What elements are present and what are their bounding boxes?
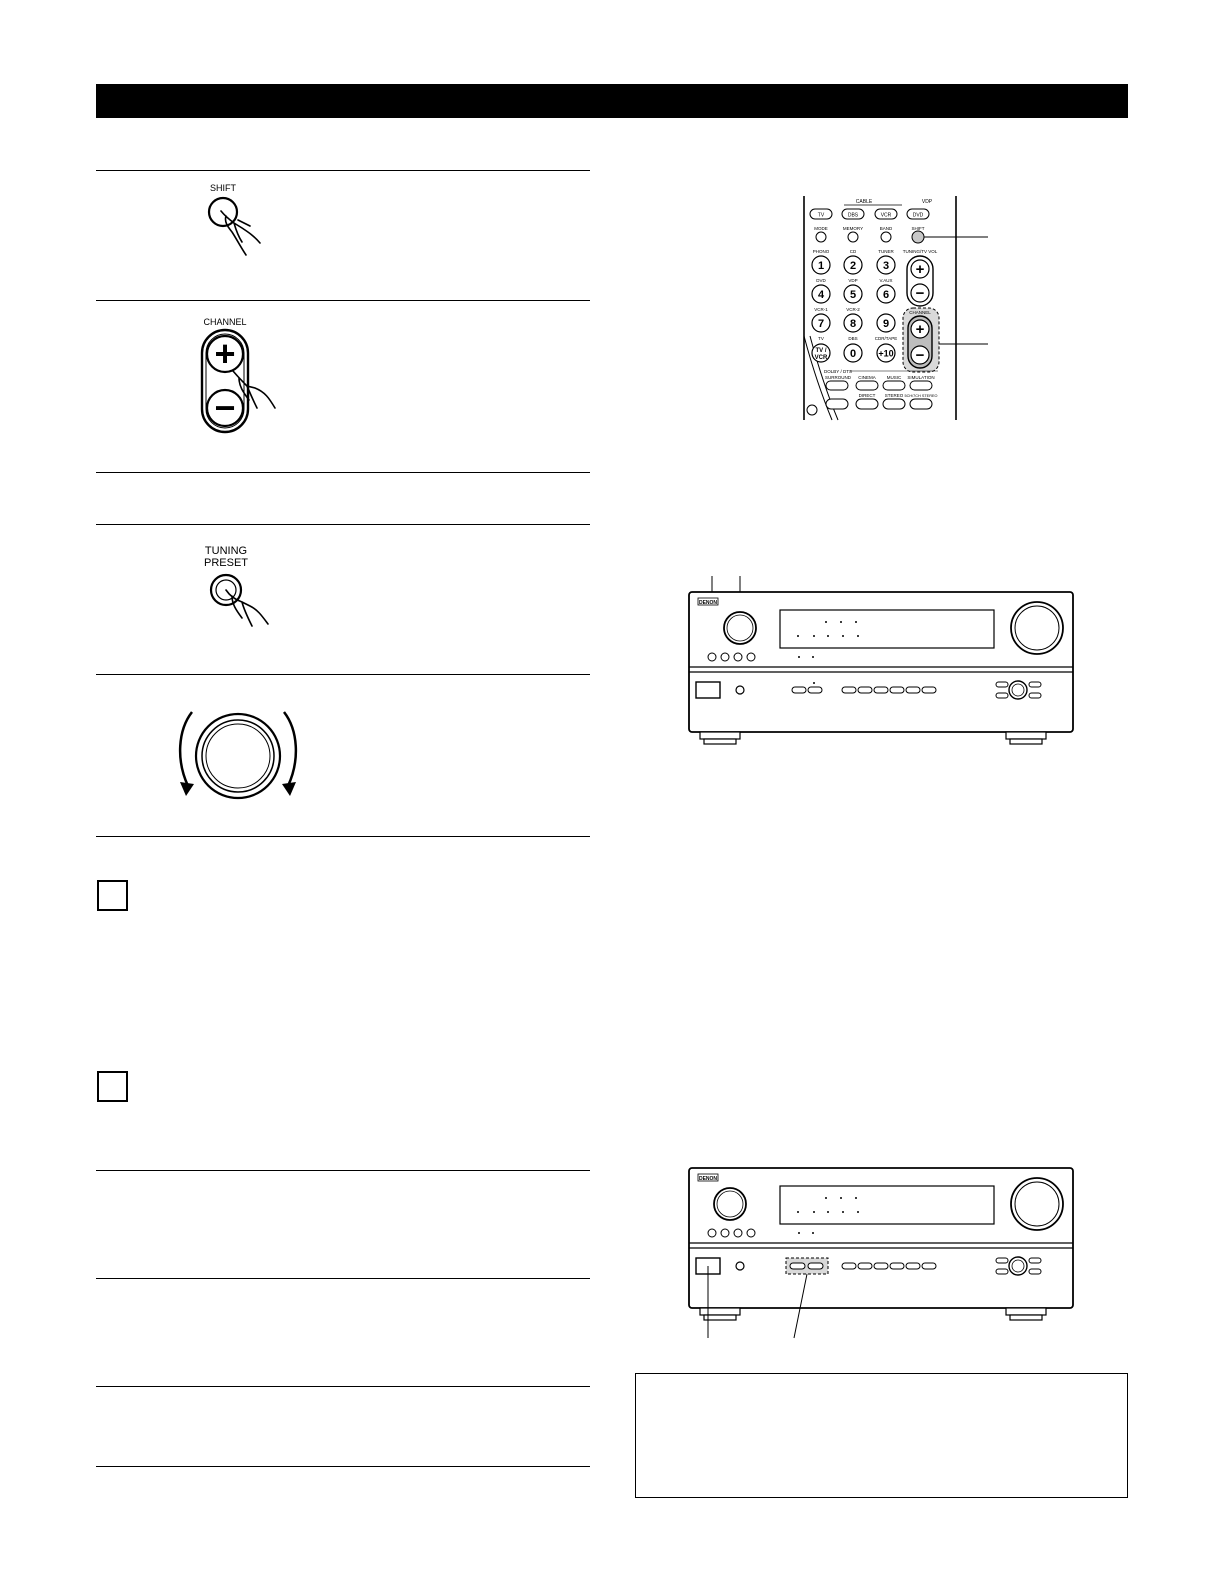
step-divider	[96, 674, 590, 675]
receiver-round-button[interactable]	[734, 653, 742, 661]
receiver-input-button[interactable]	[842, 687, 856, 693]
svg-text:MUSIC: MUSIC	[886, 375, 902, 380]
remote-digit-buttons	[812, 256, 897, 362]
receiver-display	[780, 610, 994, 648]
channel-button-illustration	[195, 316, 295, 436]
remote-surround-button[interactable]	[826, 381, 848, 390]
receiver-tuning-knob[interactable]	[724, 612, 756, 644]
svg-text:DENON: DENON	[698, 1175, 718, 1182]
svg-text:TV: TV	[817, 212, 825, 219]
receiver-headphone-jack	[736, 686, 744, 694]
svg-text:VCR-1: VCR-1	[814, 307, 828, 312]
svg-text:VCR: VCR	[814, 355, 828, 361]
svg-text:+: +	[915, 261, 925, 278]
remote-music-button[interactable]	[883, 381, 905, 390]
finger-icon	[226, 590, 268, 626]
svg-text:SHIFT: SHIFT	[911, 226, 925, 231]
svg-text:VDP: VDP	[848, 278, 858, 283]
svg-text:VCR-2: VCR-2	[846, 307, 860, 312]
tuning-knob[interactable]	[196, 714, 280, 798]
remote-direct-button[interactable]	[856, 399, 878, 409]
svg-text:1: 1	[817, 260, 825, 272]
step-divider	[96, 170, 590, 171]
finger-icon	[221, 211, 260, 255]
receiver-input-button[interactable]	[874, 687, 888, 693]
svg-text:0: 0	[849, 348, 857, 360]
remote-band-button[interactable]	[881, 232, 891, 242]
remote-shift-button[interactable]	[912, 231, 924, 243]
svg-text:+: +	[915, 321, 925, 338]
receiver-input-button[interactable]	[922, 1263, 936, 1269]
svg-text:MEMORY: MEMORY	[842, 226, 864, 231]
tuning-preset-illustration	[190, 544, 290, 634]
receiver-input-button[interactable]	[890, 687, 904, 693]
remote-memory-button[interactable]	[848, 232, 858, 242]
svg-text:CINEMA: CINEMA	[858, 375, 876, 380]
receiver-round-button[interactable]	[734, 1229, 742, 1237]
receiver-input-button[interactable]	[858, 1263, 872, 1269]
svg-text:−: −	[214, 387, 236, 428]
receiver-front-panel-illustration-2	[686, 1162, 1076, 1342]
svg-text:5CH/7CH STEREO: 5CH/7CH STEREO	[904, 394, 938, 398]
svg-text:−: −	[915, 285, 925, 302]
receiver-input-button[interactable]	[922, 687, 936, 693]
receiver-round-button[interactable]	[708, 1229, 716, 1237]
svg-text:VDP: VDP	[921, 199, 933, 205]
svg-text:SIMULATION: SIMULATION	[907, 375, 935, 380]
heading-number-box	[97, 1071, 128, 1102]
step-divider	[96, 300, 590, 301]
svg-text:TUNING/TV VOL: TUNING/TV VOL	[902, 249, 938, 254]
svg-text:6: 6	[882, 289, 890, 301]
svg-text:CDR/TAPE: CDR/TAPE	[874, 336, 898, 341]
receiver-round-button[interactable]	[708, 653, 716, 661]
svg-text:4: 4	[817, 289, 825, 301]
section-header-bar	[96, 84, 1128, 118]
receiver-round-button[interactable]	[747, 653, 755, 661]
remote-control-illustration	[790, 196, 1000, 432]
svg-text:PRESET: PRESET	[203, 557, 249, 569]
receiver-input-button[interactable]	[890, 1263, 904, 1269]
note-box	[635, 1373, 1128, 1498]
step-divider	[96, 472, 590, 473]
receiver-front-panel-illustration	[686, 572, 1076, 752]
receiver-round-button[interactable]	[721, 653, 729, 661]
svg-text:+10: +10	[878, 348, 894, 359]
remote-mode-button[interactable]	[816, 232, 826, 242]
svg-text:CHANNEL: CHANNEL	[909, 310, 931, 315]
receiver-input-button[interactable]	[906, 1263, 920, 1269]
svg-text:8: 8	[849, 318, 857, 330]
svg-text:STEREO: STEREO	[884, 393, 904, 398]
remote-source-buttons	[810, 209, 929, 219]
rotate-right-arrow-icon	[284, 712, 296, 786]
step-divider	[96, 1170, 590, 1171]
receiver-input-button[interactable]	[906, 687, 920, 693]
svg-text:9: 9	[882, 318, 890, 330]
receiver-power-button[interactable]	[696, 682, 720, 698]
svg-text:2: 2	[849, 260, 857, 272]
svg-text:DVD: DVD	[912, 212, 924, 219]
receiver-small-button[interactable]	[790, 1263, 805, 1269]
rotate-left-arrow-icon	[180, 712, 192, 786]
svg-text:DIRECT: DIRECT	[858, 393, 876, 398]
step-divider	[96, 836, 590, 837]
receiver-headphone-jack	[736, 1262, 744, 1270]
tuning-knob-illustration	[168, 698, 308, 818]
svg-text:SURROUND: SURROUND	[824, 375, 852, 380]
receiver-volume-knob[interactable]	[1011, 1178, 1063, 1230]
svg-text:VCR: VCR	[880, 212, 892, 219]
svg-text:DVD: DVD	[816, 278, 826, 283]
receiver-small-button[interactable]	[808, 687, 822, 693]
receiver-input-button[interactable]	[874, 1263, 888, 1269]
svg-text:DENON: DENON	[698, 599, 718, 606]
svg-text:CABLE: CABLE	[855, 199, 873, 205]
receiver-tuning-knob[interactable]	[714, 1188, 746, 1220]
receiver-round-button[interactable]	[747, 1229, 755, 1237]
receiver-input-button[interactable]	[858, 687, 872, 693]
step-divider	[96, 1386, 590, 1387]
receiver-volume-knob[interactable]	[1011, 602, 1063, 654]
svg-text:BAND: BAND	[879, 226, 893, 231]
step-divider	[96, 524, 590, 525]
channel-label: CHANNEL	[203, 317, 247, 327]
svg-text:3: 3	[882, 260, 890, 272]
remote-simulation-button[interactable]	[910, 381, 932, 390]
receiver-small-button[interactable]	[808, 1263, 823, 1269]
svg-text:DBS: DBS	[848, 336, 858, 341]
svg-text:MODE: MODE	[814, 226, 828, 231]
svg-text:7: 7	[817, 318, 825, 330]
svg-text:DOLBY / DTS: DOLBY / DTS	[824, 369, 852, 374]
svg-text:PHONO: PHONO	[812, 249, 830, 254]
svg-text:TV /: TV /	[815, 348, 827, 354]
svg-text:TUNING: TUNING	[204, 545, 248, 557]
svg-text:TV: TV	[818, 336, 824, 341]
step-divider	[96, 1278, 590, 1279]
heading-number-box	[97, 880, 128, 911]
step-divider	[96, 1466, 590, 1467]
svg-text:+: +	[214, 333, 236, 374]
remote-blank-button[interactable]	[826, 399, 848, 409]
receiver-display	[780, 1186, 994, 1224]
svg-text:CD: CD	[849, 249, 857, 254]
svg-text:5: 5	[849, 289, 857, 301]
remote-cinema-button[interactable]	[856, 381, 878, 390]
receiver-input-button[interactable]	[842, 1263, 856, 1269]
remote-5ch7ch-stereo-button[interactable]	[910, 399, 932, 409]
remote-stereo-button[interactable]	[883, 399, 905, 409]
svg-text:−: −	[915, 347, 925, 364]
svg-text:V.AUX: V.AUX	[879, 278, 893, 283]
shift-button-illustration	[180, 180, 290, 260]
svg-text:DBS: DBS	[847, 212, 859, 219]
shift-label: SHIFT	[210, 183, 236, 193]
receiver-round-button[interactable]	[721, 1229, 729, 1237]
svg-text:TUNER: TUNER	[878, 249, 894, 254]
receiver-small-button[interactable]	[792, 687, 806, 693]
